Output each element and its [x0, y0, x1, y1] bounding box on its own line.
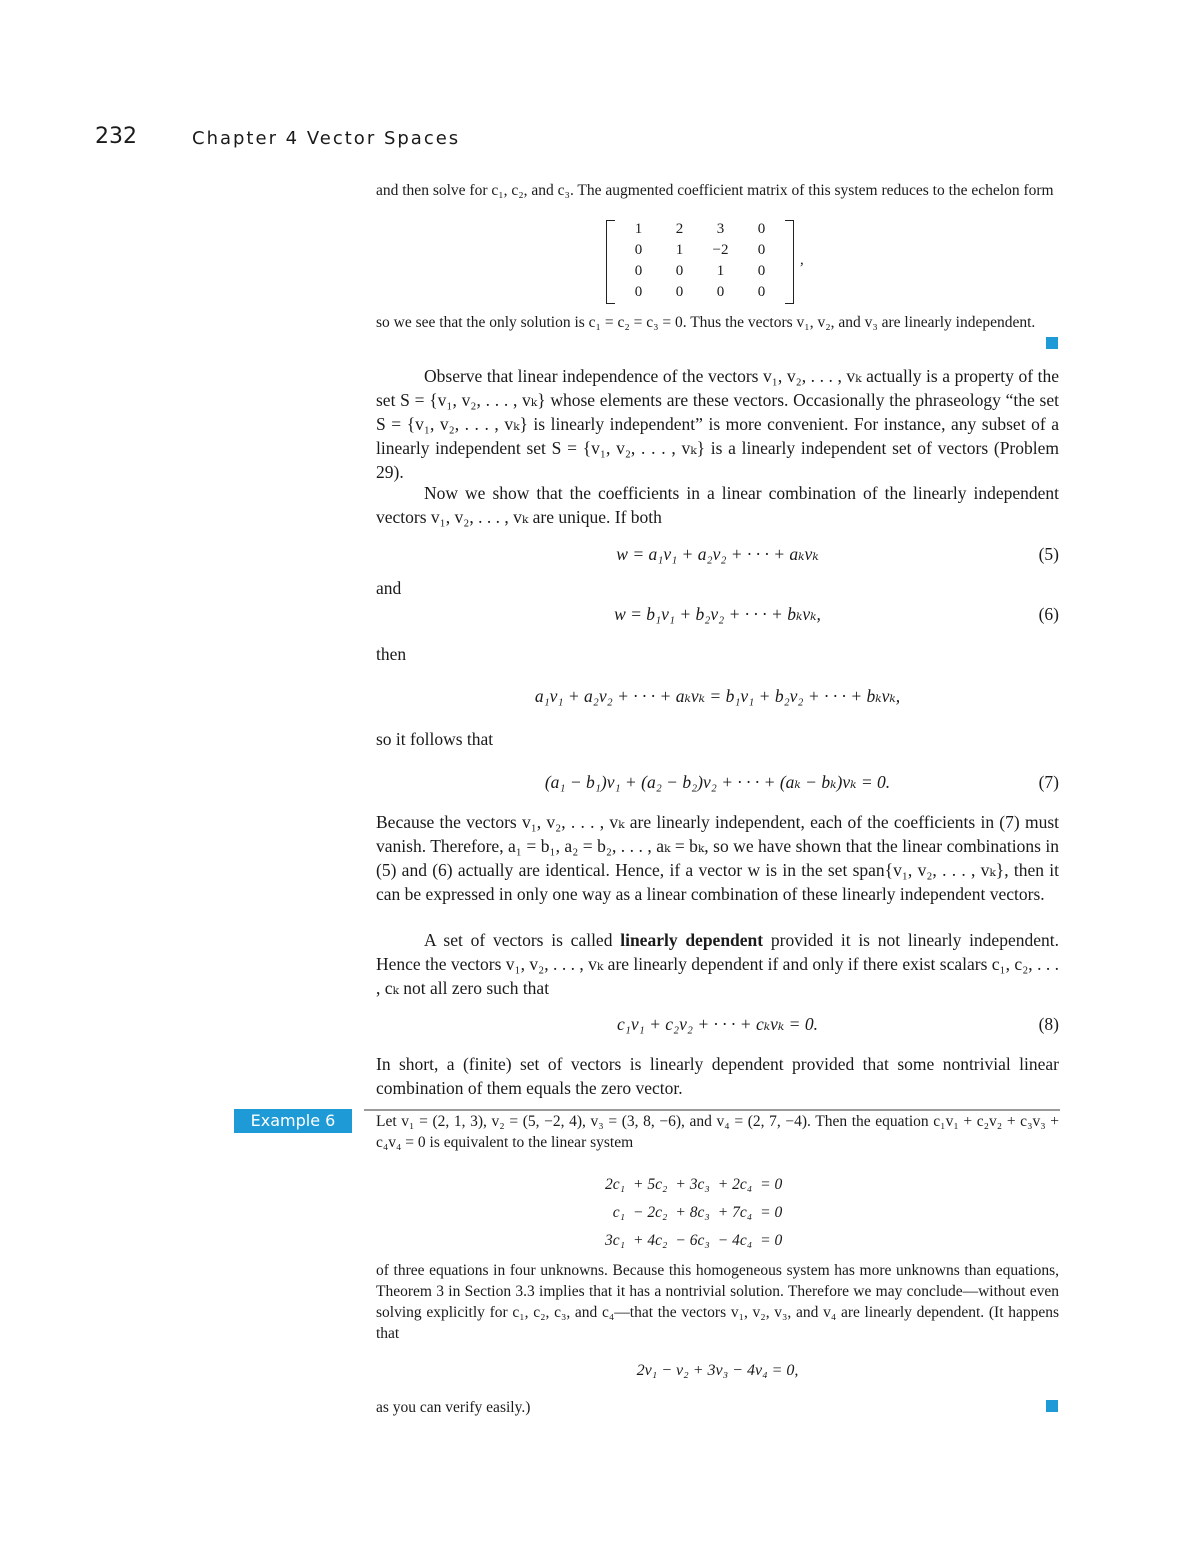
system-term: + 7c₄ [717, 1204, 753, 1221]
equation-6 [376, 604, 1059, 625]
matrix-cell: 0 [634, 284, 643, 300]
matrix-cell: 0 [757, 263, 766, 279]
matrix-cell: 0 [675, 284, 684, 300]
intro-paragraph: and then solve for c₁, c₂, and c₃. The augmented coefficient matrix of this system reduces to the echelon form [376, 182, 1054, 199]
equation-5-number: (5) [1038, 544, 1059, 564]
system-row [602, 1172, 785, 1198]
matrix-row [618, 240, 782, 261]
matrix-cell: 0 [716, 284, 725, 300]
word-and: and [376, 578, 402, 598]
system-term: + 3c₃ [675, 1176, 710, 1193]
matrix-cell: 0 [757, 221, 766, 237]
echelon-matrix [606, 218, 794, 304]
equation-then: a₁v₁ + a₂v₂ + · · · + aₖvₖ = b₁v₁ + b₂v₂ + · · · + bₖvₖ, [534, 686, 901, 706]
equation-8-body: c₁v₁ + c₂v₂ + · · · + cₖvₖ = 0. [617, 1014, 818, 1034]
system-term: = 0 [760, 1176, 783, 1193]
matrix-cell: 2 [675, 221, 684, 237]
linear-system [600, 1170, 787, 1256]
matrix-row [618, 261, 782, 282]
system-term: c₁ [612, 1204, 626, 1221]
example-label: Example 6 [234, 1109, 352, 1133]
matrix-right-bracket [785, 220, 794, 304]
equation-8 [376, 1014, 1059, 1035]
example-equation: 2v₁ − v₂ + 3v₃ − 4v₄ = 0, [636, 1362, 799, 1379]
equation-7-number: (7) [1038, 772, 1059, 792]
matrix-cell: 1 [675, 242, 684, 258]
system-row [602, 1200, 785, 1226]
system-term: 3c₁ [605, 1232, 626, 1249]
system-row [602, 1228, 785, 1254]
example-closing: as you can verify easily.) [376, 1399, 531, 1416]
matrix-left-bracket [606, 220, 615, 304]
conclusion-paragraph: so we see that the only solution is c₁ = c₂ = c₃ = 0. Thus the vectors v₁, v₂, and v₃ are linearly independent. [376, 314, 1036, 331]
system-term: + 5c₂ [633, 1176, 668, 1193]
word-then: then [376, 644, 407, 664]
matrix-cell: 0 [757, 242, 766, 258]
system-term: + 2c₄ [717, 1176, 753, 1193]
end-of-example-mark [1046, 1400, 1058, 1412]
system-term: − 2c₂ [633, 1204, 668, 1221]
matrix-cell: 3 [716, 221, 725, 237]
chapter-title: Chapter 4 Vector Spaces [192, 128, 461, 149]
matrix-row [618, 282, 782, 303]
matrix-cell: 0 [634, 242, 643, 258]
equation-5 [376, 544, 1059, 565]
example-intro: Let v₁ = (2, 1, 3), v₂ = (5, −2, 4), v₃ = (3, 8, −6), and v₄ = (2, 7, −4). Then the equation c₁v₁ + c₂v₂ + c₃v₃ + c₄v₄ = 0 is equivalent to the linear system [376, 1113, 1059, 1151]
system-term: = 0 [760, 1232, 783, 1249]
dependent-definition-paragraph [376, 928, 1059, 1000]
equation-7-body: (a₁ − b₁)v₁ + (a₂ − b₂)v₂ + · · · + (aₖ − bₖ)vₖ = 0. [544, 772, 891, 792]
equation-6-number: (6) [1038, 604, 1059, 624]
system-term: − 6c₃ [675, 1232, 710, 1249]
uniqueness-paragraph: Now we show that the coefficients in a linear combination of the linearly independent vectors v₁, v₂, . . . , vₖ are unique. If both [376, 483, 1059, 527]
equation-8-number: (8) [1038, 1014, 1059, 1034]
system-term: 2c₁ [605, 1176, 626, 1193]
page-number: 232 [95, 124, 137, 149]
matrix-cell: 0 [675, 263, 684, 279]
equation-7 [376, 772, 1059, 793]
in-short-paragraph: In short, a (finite) set of vectors is linearly dependent provided that some nontrivial linear combination of them equals the zero vector. [376, 1054, 1059, 1098]
matrix-cell: 1 [716, 263, 725, 279]
so-follows-text: so it follows that [376, 729, 494, 749]
equation-5-body: w = a₁v₁ + a₂v₂ + · · · + aₖvₖ [616, 544, 819, 564]
end-of-example-mark [1046, 337, 1058, 349]
system-term: + 8c₃ [675, 1204, 710, 1221]
matrix-cell: 1 [634, 221, 643, 237]
system-term: + 4c₂ [633, 1232, 668, 1249]
dependent-post-text: provided it is not linearly independent. Hence the vectors v₁, v₂, . . . , vₖ are linearly dependent if and only if there exist scalars c₁, c₂, . . . , cₖ not all zero such that [376, 930, 1059, 998]
matrix-cell: −2 [712, 242, 729, 258]
system-term: − 4c₄ [717, 1232, 753, 1249]
dependent-pre-text: A set of vectors is called [424, 930, 621, 950]
matrix-row [618, 219, 782, 240]
matrix-trailing-comma: , [800, 252, 804, 268]
equation-6-body: w = b₁v₁ + b₂v₂ + · · · + bₖvₖ, [614, 604, 821, 624]
observe-paragraph: Observe that linear independence of the vectors v₁, v₂, . . . , vₖ actually is a property of the set S = {v₁, v₂, . . . , vₖ} whose elements are these vectors. Occasionally the phraseology “the set S = {v₁, v₂, . . . , vₖ} is linearly independent” is more convenient. For instance, any subset of a linearly independent set S = {v₁, v₂, . . . , vₖ} is a linearly independent set of vectors (Problem 29). [376, 366, 1059, 482]
dependent-term: linearly dependent [620, 930, 764, 950]
matrix-cell: 0 [757, 284, 766, 300]
system-term: = 0 [760, 1204, 783, 1221]
example-body: of three equations in four unknowns. Because this homogeneous system has more unknowns than equations, Theorem 3 in Section 3.3 implies that it has a nontrivial solution. Therefore we may conclude—without even solving explicitly for c₁, c₂, c₃, and c₄—that the vectors v₁, v₂, v₃, and v₄ are linearly dependent. (It happens that [376, 1262, 1059, 1342]
because-paragraph: Because the vectors v₁, v₂, . . . , vₖ are linearly independent, each of the coefficients in (7) must vanish. Therefore, a₁ = b₁, a₂ = b₂, . . . , aₖ = bₖ, so we have shown that the linear combinations in (5) and (6) actually are identical. Hence, if a vector w is in the set span{v₁, v₂, . . . , vₖ}, then it can be expressed in only one way as a linear combination of these linearly independent vectors. [376, 812, 1059, 904]
matrix-cell: 0 [634, 263, 643, 279]
